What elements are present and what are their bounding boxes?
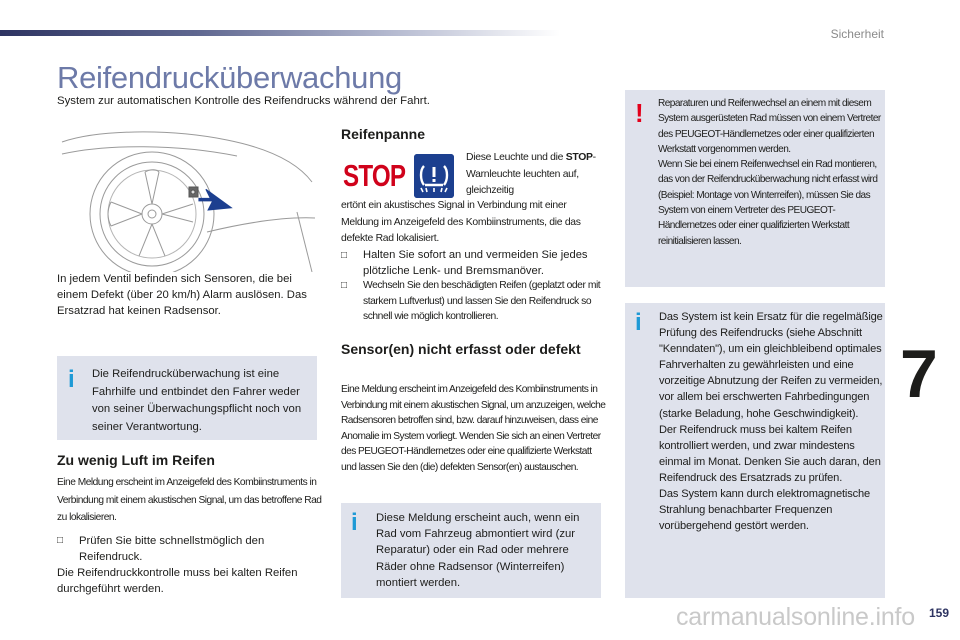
info-icon: i xyxy=(635,309,642,336)
flat-tyre-text: ertönt ein akustisches Signal in Verbindung mit einer Meldung im Anzeigefeld des Kombiinstruments, die das defekte Rad lokalisiert. xyxy=(341,200,581,244)
bullet-icon: □ xyxy=(57,535,64,546)
low-pressure-note: Die Reifendruckkontrolle muss bei kalten Reifen durchgeführt werden. xyxy=(57,567,298,595)
valve-sensor xyxy=(189,187,198,197)
warning-icon: ! xyxy=(635,98,644,128)
chapter-number: 7 xyxy=(900,336,938,412)
info-box-driver-responsibility xyxy=(57,356,317,440)
info-box-wheel-removed xyxy=(341,503,601,598)
heading-low-pressure: Zu wenig Luft im Reifen xyxy=(57,452,215,468)
bullet-text: Halten Sie sofort an und vermeiden Sie jedes plötzliche Lenk- und Bremsmanöver. xyxy=(363,249,588,277)
sensor-defect-text: Eine Meldung erscheint im Anzeigefeld des Kombiinstruments in Verbindung mit einem akustischen Signal, um anzuzeigen, welche Radsensoren betroffen sind, bzw. darauf hinzuweisen, dass eine Anomalie im System vorliegt. Wenden Sie sich an einen Vertreter des PEUGEOT-Händlernetzes oder eine qualifizierte Werkstatt und lassen Sie den (die) defekten Sensor(en) austauschen. xyxy=(341,384,606,473)
stop-warning-icon: STOP xyxy=(343,158,406,193)
tpms-warning-icon xyxy=(414,154,454,198)
flat-tyre-lead: Diese Leuchte und die STOP-Warnleuchte leuchten auf, gleichzeitig xyxy=(466,152,596,196)
bullet-text: Wechseln Sie den beschädigten Reifen (geplatzt oder mit starkem Luftverlust) und lassen Sie den Reifendruck so schnell wie möglich kontrollieren. xyxy=(363,280,601,322)
bullet-icon: □ xyxy=(341,250,348,261)
page-title: Reifendrucküberwachung xyxy=(57,60,402,95)
info-box-text: Diese Meldung erscheint auch, wenn ein Rad vom Fahrzeug abmontiert wird (zur Reparatur) oder ein Rad oder mehrere Räder ohne Radsensor (Winterreifen) montiert werden. xyxy=(376,512,580,589)
heading-sensor-defect: Sensor(en) nicht erfasst oder defekt xyxy=(341,341,581,357)
warning-box-repairs xyxy=(625,90,885,287)
info-box-text: Die Reifendrucküberwachung ist eine Fahrhilfe und entbindet den Fahrer weder von seiner Überwachungspflicht noch von seiner Verantwortung. xyxy=(92,368,302,433)
info-icon: i xyxy=(351,509,358,536)
bullet-icon: □ xyxy=(341,280,347,291)
low-pressure-text: Eine Meldung erscheint im Anzeigefeld des Kombiinstruments in Verbindung mit einem akustischen Signal, um das betroffene Rad zu lokalisieren. xyxy=(57,477,322,524)
header-bar xyxy=(0,30,560,36)
page-number: 159 xyxy=(928,606,949,620)
low-pressure-bullet xyxy=(57,533,317,565)
flat-tyre-bullet-1 xyxy=(341,248,603,279)
bullet-text: Prüfen Sie bitte schnellstmöglich den Reifendruck. xyxy=(79,535,265,563)
tire-illustration xyxy=(57,122,317,272)
warning-box-text: Reparaturen und Reifenwechsel an einem mit diesem System ausgerüsteten Rad müssen von einem Vertreter des PEUGEOT-Händlernetzes oder einer qualifizierten Werkstatt vorgenommen werden. Wenn Sie bei einem Reifenwechsel ein Rad montieren, das von der Reifendrucküberwachung nicht erfasst wird (Beispiel: Montage von Winterreifen), müssen Sie das System von einem Vertreter des PEUGEOT-Händlernetzes oder einer qualifizierten Werkstatt reinitialisieren lassen. xyxy=(658,98,881,247)
heading-flat-tyre: Reifenpanne xyxy=(341,126,426,142)
watermark: carmanualsonline.info xyxy=(676,603,916,631)
info-icon: i xyxy=(68,366,75,393)
section-title: Sicherheit xyxy=(830,27,884,41)
info-box-text: Das System ist kein Ersatz für die regelmäßige Prüfung des Reifendrucks (siehe Abschnitt "Kenndaten"), um ein gleichbleibend optimales Fahrverhalten zu gewährleisten und eine vorzeitige Abnutzung der Reifen zu vermeiden, vor allem bei erschwerten Fahrbedingungen (starke Beladung, hohe Geschwindigkeit). Der Reifendruck muss bei kaltem Reifen kontrolliert werden, und zwar mindestens einmal im Monat. Denken Sie auch daran, den Reifendruck des Ersatzrads zu prüfen. Das System kann durch elektromagnetische Strahlung benachbarter Frequenzen vorübergehend gestört werden. xyxy=(659,311,883,533)
info-box-not-a-replacement xyxy=(625,303,885,598)
intro-text: In jedem Ventil befinden sich Sensoren, die bei einem Defekt (über 20 km/h) Alarm auslösen. Das Ersatzrad hat keinen Radsensor. xyxy=(57,273,307,317)
flat-tyre-bullet-2 xyxy=(341,278,603,325)
page-subtitle: System zur automatischen Kontrolle des Reifendrucks während der Fahrt. xyxy=(57,95,430,107)
